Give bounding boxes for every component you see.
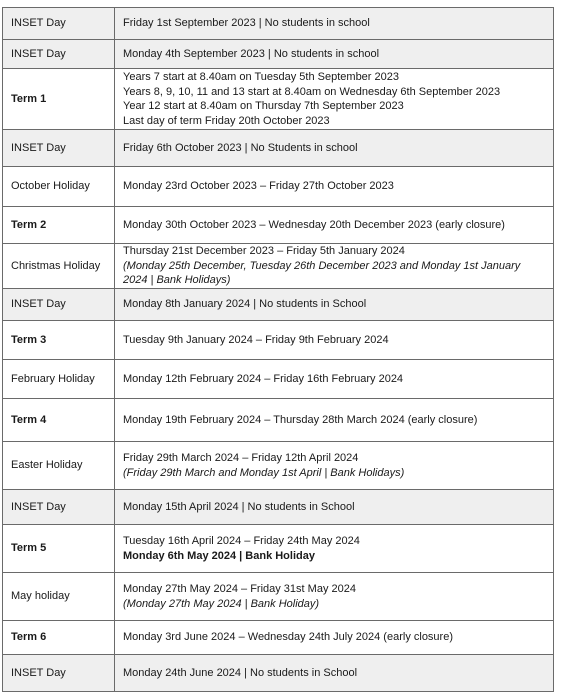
table-row — [3, 321, 554, 360]
table-row — [3, 289, 554, 321]
row-label: INSET Day — [3, 40, 115, 69]
row-details — [115, 69, 554, 130]
row-label: INSET Day — [3, 655, 115, 692]
table-row — [3, 573, 554, 621]
detail-line: Monday 6th May 2024 | Bank Holiday — [123, 549, 315, 562]
table-row — [3, 167, 554, 207]
detail-line: Last day of term Friday 20th October 2023 — [123, 114, 330, 127]
row-label: INSET Day — [3, 490, 115, 525]
row-details — [115, 490, 554, 525]
detail-line: Year 12 start at 8.40am on Thursday 7th September 2023 — [123, 100, 404, 112]
table-row — [3, 360, 554, 399]
detail-note: (Monday 25th December, Tuesday 26th December 2023 and Monday 1st January 2024 | Bank Holidays) — [123, 259, 521, 287]
row-label: Term 4 — [3, 399, 115, 442]
row-details — [115, 573, 554, 621]
detail-line: Years 8, 9, 10, 11 and 13 start at 8.40am on Wednesday 6th September 2023 — [123, 85, 501, 98]
row-label: Term 6 — [3, 621, 115, 655]
row-details — [115, 8, 554, 40]
row-label: Term 1 — [3, 69, 115, 130]
row-label: INSET Day — [3, 289, 115, 321]
row-details — [115, 40, 554, 69]
table-row — [3, 40, 554, 69]
detail-line: Monday 30th October 2023 – Wednesday 20th December 2023 (early closure) — [123, 218, 505, 231]
table-row — [3, 130, 554, 167]
detail-line: Monday 24th June 2024 | No students in School — [123, 666, 358, 679]
detail-line: Monday 15th April 2024 | No students in School — [123, 500, 355, 513]
row-label: INSET Day — [3, 130, 115, 167]
detail-note: (Friday 29th March and Monday 1st April | Bank Holidays) — [123, 466, 405, 479]
detail-line: Tuesday 16th April 2024 – Friday 24th May 2024 — [123, 535, 360, 547]
detail-line: Monday 3rd June 2024 – Wednesday 24th July 2024 (early closure) — [123, 631, 453, 644]
detail-line: Friday 6th October 2023 | No Students in school — [123, 141, 358, 154]
row-details — [115, 289, 554, 321]
row-label: Christmas Holiday — [3, 244, 115, 289]
detail-line: Years 7 start at 8.40am on Tuesday 5th September 2023 — [123, 71, 399, 83]
detail-line: Friday 29th March 2024 – Friday 12th April 2024 — [123, 452, 359, 464]
row-details — [115, 130, 554, 167]
detail-line: Friday 1st September 2023 | No students in school — [123, 17, 370, 30]
row-label: Easter Holiday — [3, 442, 115, 490]
detail-line: Thursday 21st December 2023 – Friday 5th January 2024 — [123, 245, 405, 258]
table-row — [3, 207, 554, 244]
detail-line: Monday 8th January 2024 | No students in School — [123, 298, 367, 311]
row-label: INSET Day — [3, 8, 115, 40]
detail-line: Monday 4th September 2023 | No students in school — [123, 47, 380, 60]
row-details — [115, 442, 554, 490]
row-label: Term 5 — [3, 525, 115, 573]
row-details — [115, 244, 554, 289]
row-details — [115, 321, 554, 360]
detail-line: Tuesday 9th January 2024 – Friday 9th February 2024 — [123, 333, 389, 346]
row-details — [115, 399, 554, 442]
row-label: October Holiday — [3, 167, 115, 207]
detail-line: Monday 19th February 2024 – Thursday 28th March 2024 (early closure) — [123, 413, 478, 426]
row-details — [115, 167, 554, 207]
detail-note: (Monday 27th May 2024 | Bank Holiday) — [123, 597, 320, 610]
row-label: Term 3 — [3, 321, 115, 360]
table-row — [3, 244, 554, 289]
row-label: February Holiday — [3, 360, 115, 399]
detail-line: Monday 23rd October 2023 – Friday 27th October 2023 — [123, 180, 394, 193]
term-dates-table — [2, 7, 554, 692]
table-row — [3, 621, 554, 655]
row-label: Term 2 — [3, 207, 115, 244]
table-row — [3, 8, 554, 40]
table-row — [3, 399, 554, 442]
row-details — [115, 621, 554, 655]
table-row — [3, 490, 554, 525]
detail-line: Monday 27th May 2024 – Friday 31st May 2024 — [123, 583, 356, 595]
table-row — [3, 655, 554, 692]
row-details — [115, 525, 554, 573]
row-details — [115, 360, 554, 399]
row-details — [115, 207, 554, 244]
table-row — [3, 525, 554, 573]
detail-line: Monday 12th February 2024 – Friday 16th February 2024 — [123, 372, 404, 385]
table-row — [3, 69, 554, 130]
table-row — [3, 442, 554, 490]
row-details — [115, 655, 554, 692]
row-label: May holiday — [3, 573, 115, 621]
